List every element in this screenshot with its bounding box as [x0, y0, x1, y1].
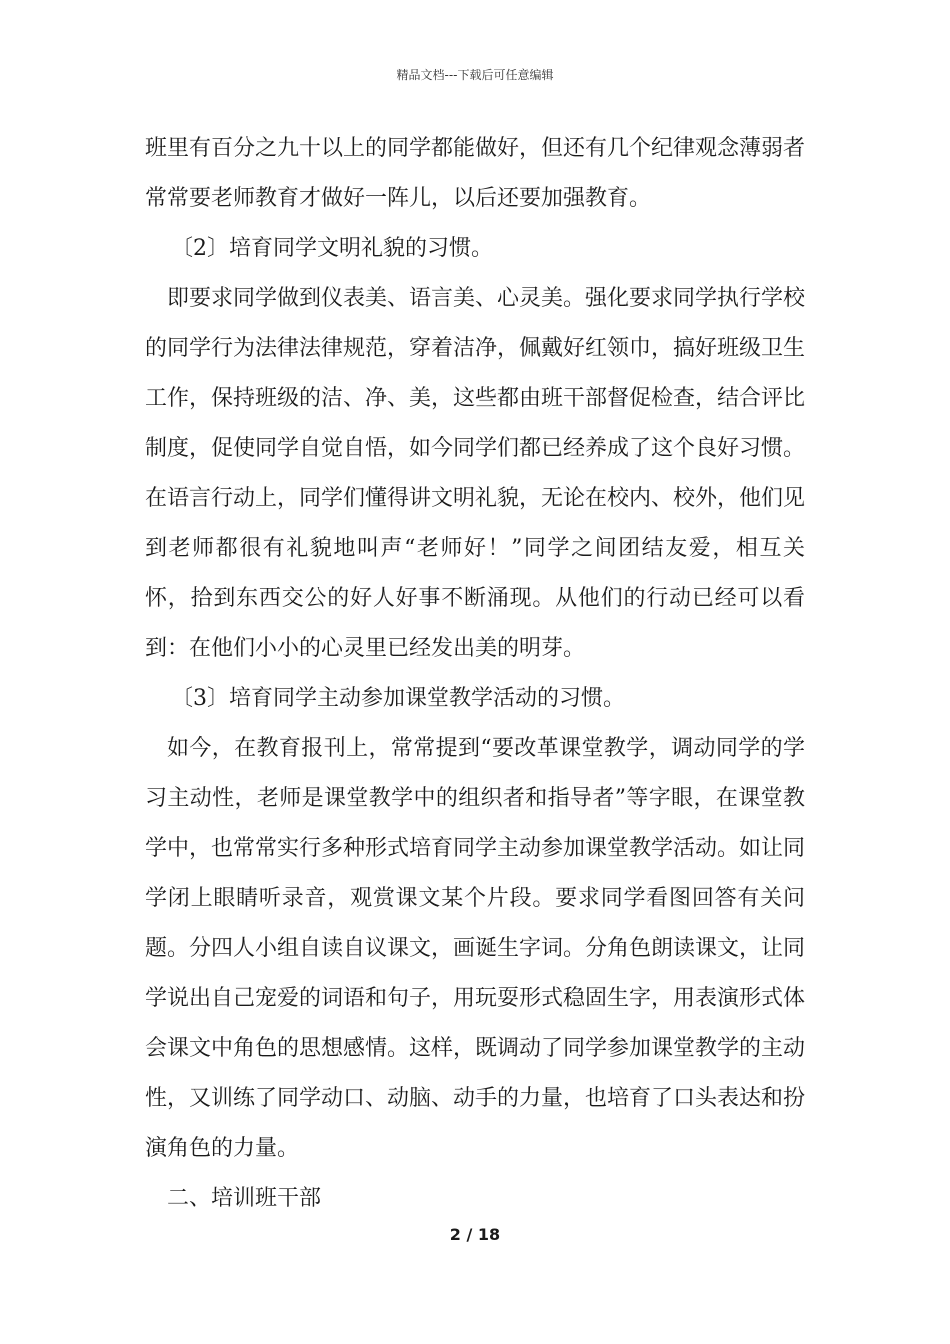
list-item-heading-2: 〔2〕培育同学文明礼貌的习惯。 [171, 236, 493, 261]
paragraph-civility: 即要求同学做到仪表美、语言美、心灵美。强化要求同学执行学校的同学行为法律法律规范，穿着洁净，佩戴好红领巾，搞好班级卫生工作，保持班级的洁、净、美，这些都由班干部督促检查，结合评比制度，促使同学自觉自悟，如今同学们都已经养成了这个良好习惯。在语言行动上，同学们懂得讲文明礼貌，无论在校内、校外，他们见到老师都很有礼貌地叫声“老师好！”同学之间团结友爱，相互关怀，拾到东西交公的好人好事不断涌现。从他们的行动已经可以看到：在他们小小的心灵里已经发出美的明芽。 [145, 286, 806, 661]
page-number [0, 1225, 950, 1244]
paragraph-continuation: 班里有百分之九十以上的同学都能做好，但还有几个纪律观念薄弱者常常要老师教育才做好一阵儿，以后还要加强教育。 [145, 136, 806, 211]
page-total: 18 [477, 1225, 501, 1244]
header-text: 精品文档---下载后可任意编辑 [396, 68, 554, 82]
section-heading-training: 二、培训班干部 [167, 1186, 322, 1211]
list-item-heading-3: 〔3〕培育同学主动参加课堂教学活动的习惯。 [171, 686, 625, 711]
page-header [0, 66, 950, 83]
paragraph-classroom: 如今，在教育报刊上，常常提到“要改革课堂教学，调动同学的学习主动性，老师是课堂教学中的组织者和指导者”等字眼，在课堂教学中，也常常实行多种形式培育同学主动参加课堂教学活动。如让同学闭上眼睛听录音，观赏课文某个片段。要求同学看图回答有关问题。分四人小组自读自议课文，画诞生字词。分角色朗读课文，让同学说出自己宠爱的词语和句子，用玩耍形式稳固生字，用表演形式体会课文中角色的思想感情。这样，既调动了同学参加课堂教学的主动性，又训练了同学动口、动脑、动手的力量，也培育了口头表达和扮演角色的力量。 [145, 736, 806, 1161]
document-body [145, 124, 805, 1224]
page-separator: / [460, 1225, 478, 1244]
page-current: 2 [449, 1225, 461, 1244]
